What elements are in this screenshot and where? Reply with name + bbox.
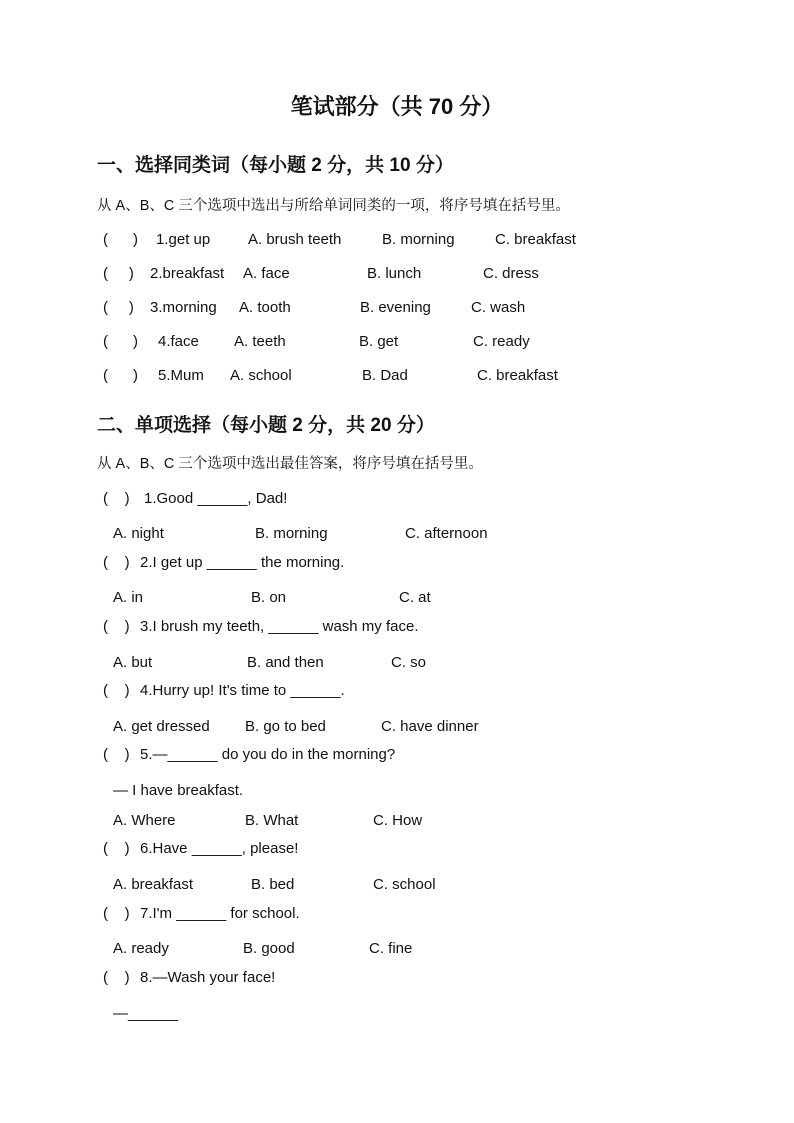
- option-c: C. ready: [473, 333, 530, 350]
- option-b: B. Dad: [362, 367, 408, 384]
- option-b: B. go to bed: [245, 718, 326, 735]
- dialogue-reply: —______: [113, 1005, 179, 1022]
- option-b: B. evening: [360, 299, 431, 316]
- option-b: B. and then: [247, 654, 324, 671]
- option-b: B. lunch: [367, 265, 422, 282]
- section1-heading: 一、选择同类词（每小题 2 分，共 10 分）: [97, 155, 454, 176]
- question-text: 1.Good ______, Dad!: [144, 490, 288, 507]
- option-c: C. school: [373, 876, 436, 893]
- answer-blank[interactable]: ( ): [103, 840, 130, 857]
- answer-blank[interactable]: ( ): [103, 746, 130, 763]
- option-a: A. in: [113, 589, 144, 606]
- question-word: 5.Mum: [158, 367, 204, 384]
- option-a: A. brush teeth: [248, 231, 342, 248]
- option-a: A. face: [243, 265, 290, 282]
- option-b: B. morning: [255, 525, 328, 542]
- option-b: B. on: [251, 589, 287, 606]
- option-b: B. morning: [382, 231, 455, 248]
- question-text: 5.—______ do you do in the morning?: [140, 746, 396, 763]
- question-word: 1.get up: [156, 231, 211, 248]
- section2-heading: 二、单项选择（每小题 2 分，共 20 分）: [97, 415, 435, 436]
- option-c: C. breakfast: [477, 367, 558, 384]
- question-text: 3.I brush my teeth, ______ wash my face.: [140, 618, 419, 635]
- option-b: B. get: [359, 333, 399, 350]
- dialogue-reply: — I have breakfast.: [113, 782, 244, 799]
- answer-blank[interactable]: ( ): [103, 618, 130, 635]
- option-c: C. dress: [483, 265, 539, 282]
- option-a: A. night: [113, 525, 164, 542]
- option-c: C. so: [391, 654, 427, 671]
- answer-blank[interactable]: ( ): [103, 554, 130, 571]
- question-text: 7.I'm ______ for school.: [140, 905, 300, 922]
- option-b: B. good: [243, 940, 295, 957]
- question-text: 6.Have ______, please!: [140, 840, 299, 857]
- option-c: C. wash: [471, 299, 526, 316]
- option-a: A. teeth: [234, 333, 286, 350]
- option-c: C. breakfast: [495, 231, 576, 248]
- option-a: A. ready: [113, 940, 169, 957]
- option-a: A. breakfast: [113, 876, 194, 893]
- option-c: C. How: [373, 812, 423, 829]
- option-c: C. at: [399, 589, 431, 606]
- option-c: C. fine: [369, 940, 413, 957]
- question-text: 2.I get up ______ the morning.: [140, 554, 345, 571]
- answer-blank[interactable]: ( ): [103, 969, 130, 986]
- answer-blank[interactable]: ( ): [103, 265, 134, 282]
- option-b: B. What: [245, 812, 299, 829]
- answer-blank[interactable]: ( ): [103, 682, 130, 699]
- option-b: B. bed: [251, 876, 295, 893]
- answer-blank[interactable]: ( ): [103, 490, 130, 507]
- option-a: A. get dressed: [113, 718, 210, 735]
- section1-instruction: 从 A、B、C 三个选项中选出与所给单词同类的一项，将序号填在括号里。: [97, 198, 570, 214]
- answer-blank[interactable]: ( ): [103, 333, 138, 350]
- answer-blank[interactable]: ( ): [103, 905, 130, 922]
- option-a: A. but: [113, 654, 153, 671]
- answer-blank[interactable]: ( ): [103, 367, 138, 384]
- option-a: A. Where: [113, 812, 176, 829]
- answer-blank[interactable]: ( ): [103, 299, 134, 316]
- page-title: 笔试部分（共 70 分）: [290, 94, 504, 119]
- question-text: 4.Hurry up! It's time to ______.: [140, 682, 345, 699]
- section2-instruction: 从 A、B、C 三个选项中选出最佳答案，将序号填在括号里。: [97, 456, 483, 472]
- option-c: C. afternoon: [405, 525, 488, 542]
- option-c: C. have dinner: [381, 718, 479, 735]
- answer-blank[interactable]: ( ): [103, 231, 138, 248]
- question-word: 2.breakfast: [150, 265, 225, 282]
- option-a: A. school: [230, 367, 292, 384]
- option-a: A. tooth: [239, 299, 291, 316]
- question-word: 3.morning: [150, 299, 217, 316]
- question-word: 4.face: [158, 333, 199, 350]
- question-text: 8.—Wash your face!: [140, 969, 276, 986]
